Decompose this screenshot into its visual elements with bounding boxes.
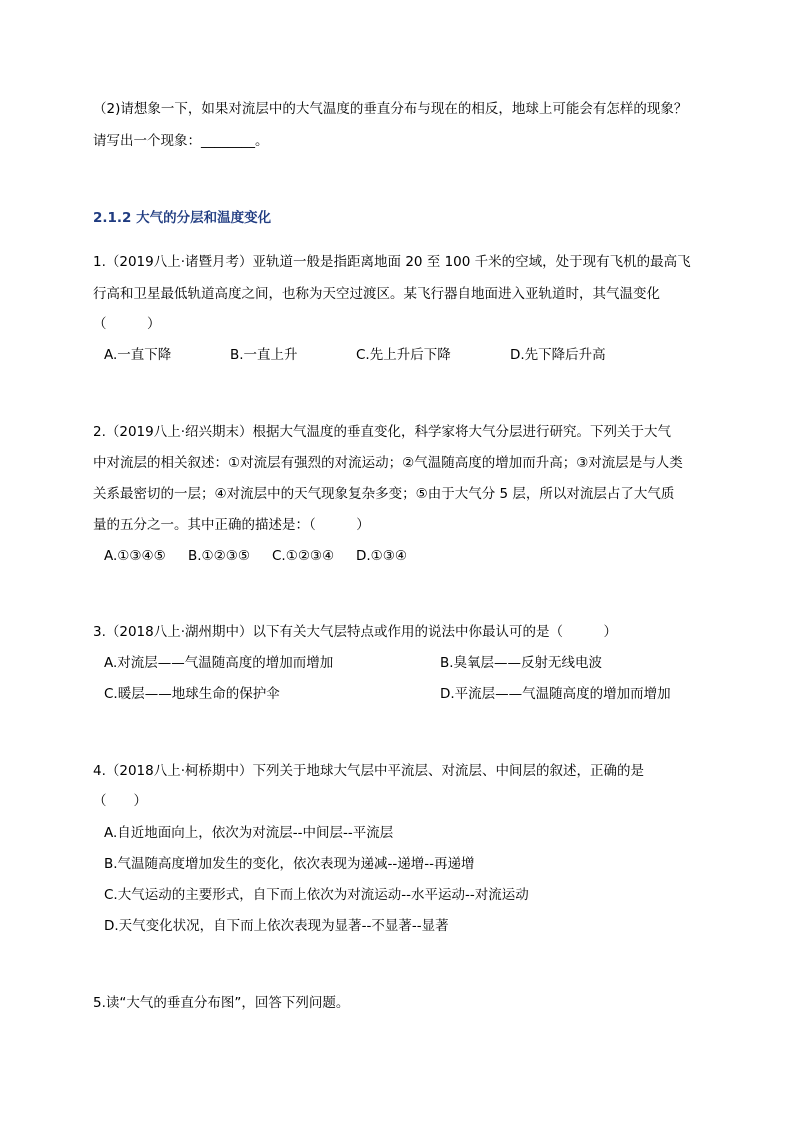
intro-line-1: （2)请想象一下，如果对流层中的大气温度的垂直分布与现在的相反，地球上可能会有怎样的现象？ — [93, 101, 688, 117]
question-4-line-2: （ ） — [93, 793, 147, 809]
question-2-option-a: A.①③④⑤ — [104, 548, 166, 564]
question-4-line-1: 4.（2018八上·柯桥期中）下列关于地球大气层中平流层、对流层、中间层的叙述，正确的是 — [93, 763, 645, 779]
question-4-option-d: D.天气变化状况，自下而上依次表现为显著--不显著--显著 — [104, 918, 449, 934]
question-2-line-3: 关系最密切的一层；④对流层中的天气现象复杂多变；⑤由于大气分 5 层，所以对流层占了大气质 — [93, 486, 675, 502]
question-2-line-1: 2.（2019八上·绍兴期末）根据大气温度的垂直变化，科学家将大气分层进行研究。下列关于大气 — [93, 424, 672, 440]
question-2-line-4: 量的五分之一。其中正确的描述是：（ ） — [93, 517, 370, 533]
intro-line-2: 请写出一个现象：________。 — [93, 133, 269, 149]
question-2-option-b: B.①②③⑤ — [188, 548, 250, 564]
question-1-option-a: A.一直下降 — [104, 347, 172, 363]
question-2-line-2: 中对流层的相关叙述：①对流层有强烈的对流运动；②气温随高度的增加而升高；③对流层是与人类 — [93, 455, 683, 471]
question-1-option-b: B.一直上升 — [230, 347, 298, 363]
question-1-line-1: 1.（2019八上·诸暨月考）亚轨道一般是指距离地面 20 至 100 千米的空域，处于现有飞机的最高飞 — [93, 254, 691, 270]
question-1-line-3: （ ） — [93, 316, 161, 332]
question-3-option-d: D.平流层——气温随高度的增加而增加 — [440, 686, 671, 702]
question-4-option-b: B.气温随高度增加发生的变化，依次表现为递减--递增--再递增 — [104, 856, 475, 872]
question-3-option-a: A.对流层——气温随高度的增加而增加 — [104, 655, 334, 671]
question-3-option-b: B.臭氧层——反射无线电波 — [440, 655, 603, 671]
question-4-option-c: C.大气运动的主要形式，自下而上依次为对流运动--水平运动--对流运动 — [104, 887, 529, 903]
section-title: 2.1.2 大气的分层和温度变化 — [93, 210, 272, 226]
question-1-option-d: D.先下降后升高 — [510, 347, 606, 363]
question-4-option-a: A.自近地面向上，依次为对流层--中间层--平流层 — [104, 825, 394, 841]
question-1-option-c: C.先上升后下降 — [356, 347, 451, 363]
question-2-option-d: D.①③④ — [356, 548, 407, 564]
question-3-option-c: C.暖层——地球生命的保护伞 — [104, 686, 280, 702]
question-3-line-1: 3.（2018八上·湖州期中）以下有关大气层特点或作用的说法中你最认可的是（ ） — [93, 624, 618, 640]
question-1-line-2: 行高和卫星最低轨道高度之间，也称为天空过渡区。某飞行器自地面进入亚轨道时，其气温变化 — [93, 286, 660, 302]
question-2-option-c: C.①②③④ — [272, 548, 335, 564]
question-5-line-1: 5.读“大气的垂直分布图”，回答下列问题。 — [93, 995, 350, 1011]
